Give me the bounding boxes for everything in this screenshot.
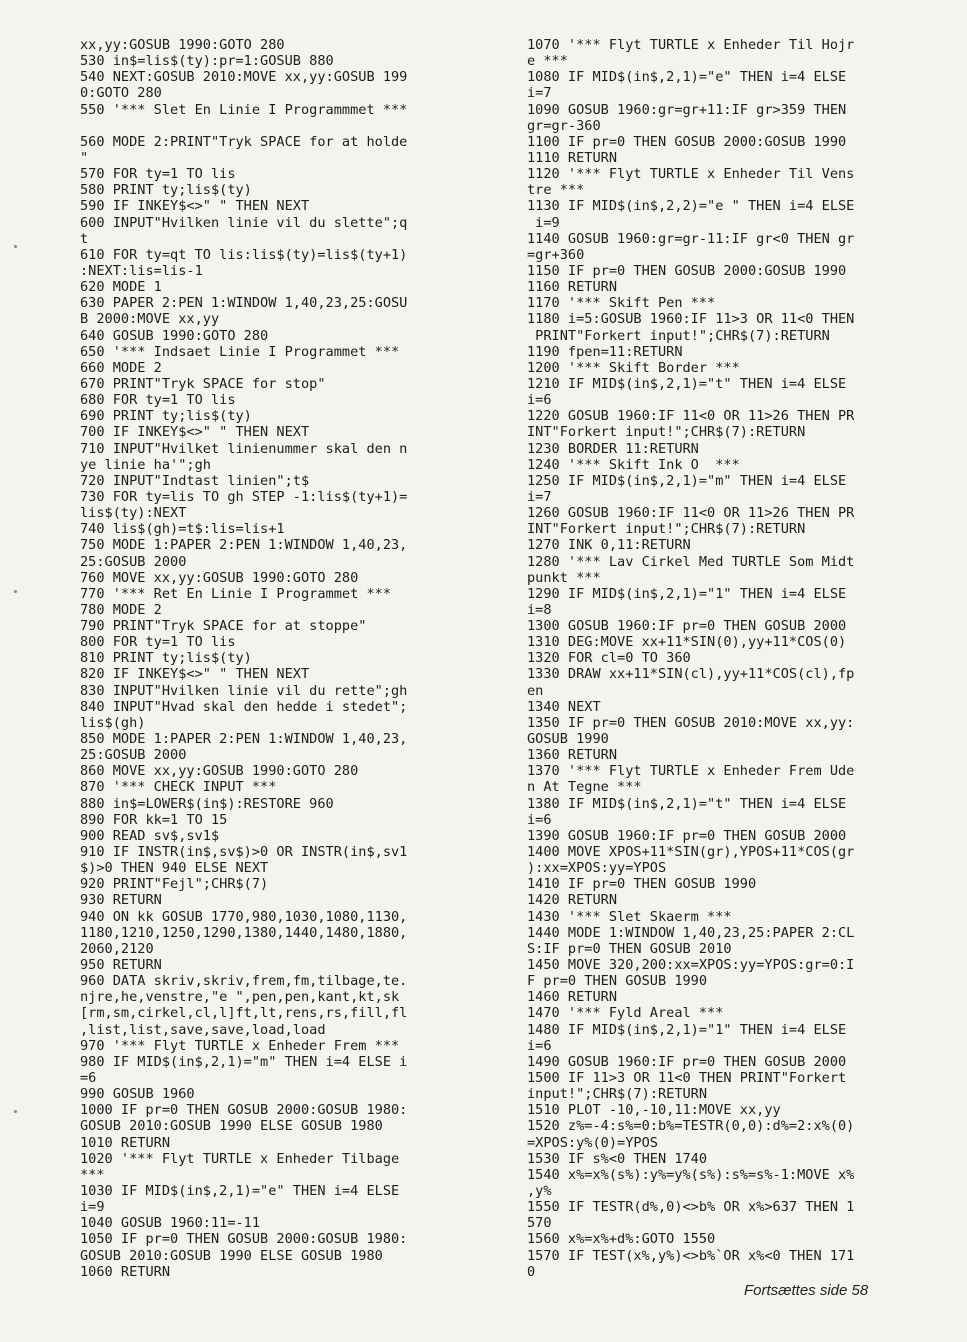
code-line: tre *** <box>527 182 585 199</box>
code-line: 550 '*** Slet En Linie I Programmmet *** <box>80 101 408 118</box>
code-line: 1020 '*** Flyt TURTLE x Enheder Tilbage <box>80 1150 400 1167</box>
code-line: 790 PRINT"Tryk SPACE for at stoppe" <box>80 618 367 635</box>
code-line: 1120 '*** Flyt TURTLE x Enheder Til Vens <box>527 166 855 183</box>
code-line: 1490 GOSUB 1960:IF pr=0 THEN GOSUB 2000 <box>527 1053 847 1070</box>
code-line: 1560 x%=x%+d%:GOTO 1550 <box>527 1231 716 1248</box>
code-line: 850 MODE 1:PAPER 2:PEN 1:WINDOW 1,40,23, <box>80 731 408 748</box>
code-listing-left-column <box>80 37 475 1280</box>
code-line: 1570 IF TEST(x%,y%)<>b%`OR x%<0 THEN 171 <box>527 1247 855 1264</box>
code-line: 1530 IF s%<0 THEN 1740 <box>527 1150 708 1167</box>
code-line: 1500 IF 11>3 OR 11<0 THEN PRINT"Forkert <box>527 1070 847 1086</box>
code-line: 900 READ sv$,sv1$ <box>80 827 220 844</box>
code-line: 1240 '*** Skift Ink O *** <box>527 456 740 473</box>
code-line: 1260 GOSUB 1960:IF 11<0 OR 11>26 THEN PR <box>527 505 855 522</box>
code-line: =XPOS:y%(0)=YPOS <box>527 1134 658 1151</box>
code-line: 1540 x%=x%(s%):y%=y%(s%):s%=s%-1:MOVE x% <box>527 1166 855 1183</box>
code-line <box>80 118 475 134</box>
code-line: ,y% <box>527 1182 552 1199</box>
code-line: t <box>80 230 89 247</box>
code-line: 1280 '*** Lav Cirkel Med TURTLE Som Midt <box>527 553 855 570</box>
code-line: 1050 IF pr=0 THEN GOSUB 2000:GOSUB 1980: <box>80 1231 408 1248</box>
code-listing-right-column <box>527 37 922 1280</box>
code-line: ,list,list,save,save,load,load <box>80 1021 326 1038</box>
code-line: 1110 RETURN <box>527 149 618 166</box>
code-line: 690 PRINT ty;lis$(ty) <box>80 408 252 425</box>
code-line: 1080 IF MID$(in$,2,1)="e" THEN i=4 ELSE <box>527 69 847 86</box>
code-line: i=9 <box>527 214 560 231</box>
code-line: 950 RETURN <box>80 957 162 974</box>
code-line: 1190 fpen=11:RETURN <box>527 343 683 360</box>
binding-mark <box>14 1110 17 1113</box>
code-line: 780 MODE 2 <box>80 601 162 618</box>
code-line: i=8 <box>527 601 552 618</box>
code-line: 1230 BORDER 11:RETURN <box>527 440 699 457</box>
code-line: 1380 IF MID$(in$,2,1)="t" THEN i=4 ELSE <box>527 795 847 812</box>
code-line: GOSUB 2010:GOSUB 1990 ELSE GOSUB 1980 <box>80 1118 383 1135</box>
code-line: 980 IF MID$(in$,2,1)="m" THEN i=4 ELSE i <box>80 1053 408 1070</box>
code-line: 1150 IF pr=0 THEN GOSUB 2000:GOSUB 1990 <box>527 262 847 279</box>
code-line: 880 in$=LOWER$(in$):RESTORE 960 <box>80 795 334 812</box>
code-line: 620 MODE 1 <box>80 279 162 296</box>
code-line: 710 INPUT"Hvilket linienummer skal den n <box>80 440 408 457</box>
code-line: F pr=0 THEN GOSUB 1990 <box>527 973 708 990</box>
code-line: 840 INPUT"Hvad skal den hedde i stedet"; <box>80 698 408 715</box>
code-line: 760 MOVE xx,yy:GOSUB 1990:GOTO 280 <box>80 569 359 586</box>
code-line: 1400 MOVE XPOS+11*SIN(gr),YPOS+11*COS(gr <box>527 844 855 861</box>
code-line: 570 <box>527 1215 552 1232</box>
code-line: 930 RETURN <box>80 892 162 909</box>
code-line: 1180 i=5:GOSUB 1960:IF 11>3 OR 11<0 THEN <box>527 311 855 328</box>
code-line: 1430 '*** Slet Skaerm *** <box>527 908 732 925</box>
code-line: 820 IF INKEY$<>" " THEN NEXT <box>80 666 310 683</box>
code-line: 1290 IF MID$(in$,2,1)="1" THEN i=4 ELSE <box>527 585 847 602</box>
code-line: 1060 RETURN <box>80 1263 171 1280</box>
code-line: 1140 GOSUB 1960:gr=gr-11:IF gr<0 THEN gr <box>527 230 855 247</box>
code-line: =gr+360 <box>527 246 585 263</box>
code-line: 860 MOVE xx,yy:GOSUB 1990:GOTO 280 <box>80 763 359 780</box>
code-line: 1390 GOSUB 1960:IF pr=0 THEN GOSUB 2000 <box>527 827 847 844</box>
code-line: 1200 '*** Skift Border *** <box>527 359 740 376</box>
code-line: 680 FOR ty=1 TO lis <box>80 392 236 409</box>
code-line: 670 PRINT"Tryk SPACE for stop" <box>80 375 326 392</box>
code-line: 1070 '*** Flyt TURTLE x Enheder Til Hojr <box>527 37 855 53</box>
code-line: =6 <box>80 1070 97 1086</box>
code-line: 610 FOR ty=qt TO lis:lis$(ty)=lis$(ty+1) <box>80 246 408 263</box>
code-line: 730 FOR ty=lis TO gh STEP -1:lis$(ty+1)= <box>80 488 408 505</box>
code-line: 570 FOR ty=1 TO lis <box>80 166 236 183</box>
binding-mark <box>14 245 17 248</box>
code-line: 1440 MODE 1:WINDOW 1,40,23,25:PAPER 2:CL <box>527 924 855 941</box>
code-line: 590 IF INKEY$<>" " THEN NEXT <box>80 198 310 215</box>
code-line: 910 IF INSTR(in$,sv$)>0 OR INSTR(in$,sv1 <box>80 844 408 861</box>
code-line: :NEXT:lis=lis-1 <box>80 262 203 279</box>
code-line: 940 ON kk GOSUB 1770,980,1030,1080,1130, <box>80 908 408 925</box>
code-line: 0:GOTO 280 <box>80 85 162 102</box>
code-line: 660 MODE 2 <box>80 359 162 376</box>
code-line: 1550 IF TESTR(d%,0)<>b% OR x%>637 THEN 1 <box>527 1199 855 1216</box>
code-line: *** <box>80 1166 105 1183</box>
code-line: i=7 <box>527 488 552 505</box>
code-line: 1520 z%=-4:s%=0:b%=TESTR(0,0):d%=2:x%(0) <box>527 1118 855 1135</box>
code-line: 0 <box>527 1263 536 1280</box>
code-line: 740 lis$(gh)=t$:lis=lis+1 <box>80 521 285 538</box>
code-line: 25:GOSUB 2000 <box>80 747 187 764</box>
code-line: PRINT"Forkert input!";CHR$(7):RETURN <box>527 327 830 344</box>
code-line: 1360 RETURN <box>527 747 618 764</box>
code-line: 920 PRINT"Fejl";CHR$(7) <box>80 876 269 893</box>
code-line: $)>0 THEN 940 ELSE NEXT <box>80 860 269 877</box>
code-line: 1330 DRAW xx+11*SIN(cl),yy+11*COS(cl),fp <box>527 666 855 683</box>
code-line: 1270 INK 0,11:RETURN <box>527 537 691 554</box>
code-line: 540 NEXT:GOSUB 2010:MOVE xx,yy:GOSUB 199 <box>80 69 408 86</box>
code-line: INT"Forkert input!";CHR$(7):RETURN <box>527 424 806 441</box>
continued-note: Fortsættes side 58 <box>744 1282 869 1299</box>
code-line: 2060,2120 <box>80 940 154 957</box>
code-line: i=6 <box>527 811 552 828</box>
code-line: 1320 FOR cl=0 TO 360 <box>527 650 691 667</box>
code-line: gr=gr-360 <box>527 117 601 134</box>
code-line: 560 MODE 2:PRINT"Tryk SPACE for at holde <box>80 133 408 150</box>
code-line: 1350 IF pr=0 THEN GOSUB 2010:MOVE xx,yy: <box>527 714 855 731</box>
code-line: 1130 IF MID$(in$,2,2)="e " THEN i=4 ELSE <box>527 198 855 215</box>
code-line: 770 '*** Ret En Linie I Programmet *** <box>80 585 391 602</box>
code-line: 1480 IF MID$(in$,2,1)="1" THEN i=4 ELSE <box>527 1021 847 1038</box>
code-line: 870 '*** CHECK INPUT *** <box>80 779 277 796</box>
code-line: i=6 <box>527 1037 552 1054</box>
code-line: 750 MODE 1:PAPER 2:PEN 1:WINDOW 1,40,23, <box>80 537 408 554</box>
code-line: 700 IF INKEY$<>" " THEN NEXT <box>80 424 310 441</box>
code-line: 990 GOSUB 1960 <box>80 1086 195 1103</box>
code-line: 1170 '*** Skift Pen *** <box>527 295 716 312</box>
code-line: 1210 IF MID$(in$,2,1)="t" THEN i=4 ELSE <box>527 375 847 392</box>
code-line: 1160 RETURN <box>527 279 618 296</box>
code-line: en <box>527 682 544 699</box>
code-line: 1310 DEG:MOVE xx+11*SIN(0),yy+11*COS(0) <box>527 634 847 651</box>
code-line: INT"Forkert input!";CHR$(7):RETURN <box>527 521 806 538</box>
code-line: 1000 IF pr=0 THEN GOSUB 2000:GOSUB 1980: <box>80 1102 408 1119</box>
code-line: 1370 '*** Flyt TURTLE x Enheder Frem Ude <box>527 763 855 780</box>
code-line: GOSUB 1990 <box>527 731 609 748</box>
code-line: GOSUB 2010:GOSUB 1990 ELSE GOSUB 1980 <box>80 1247 383 1264</box>
code-line: 650 '*** Indsaet Linie I Programmet *** <box>80 343 400 360</box>
code-line: 630 PAPER 2:PEN 1:WINDOW 1,40,23,25:GOSU <box>80 295 408 312</box>
code-line: lis$(gh) <box>80 714 146 731</box>
code-line: 1180,1210,1250,1290,1380,1440,1480,1880, <box>80 924 408 941</box>
code-line: 1040 GOSUB 1960:11=-11 <box>80 1215 261 1232</box>
code-line: 960 DATA skriv,skriv,frem,fm,tilbage,te. <box>80 973 408 990</box>
code-line: 1250 IF MID$(in$,2,1)="m" THEN i=4 ELSE <box>527 472 847 489</box>
code-line: xx,yy:GOSUB 1990:GOTO 280 <box>80 37 285 53</box>
binding-mark <box>14 590 17 593</box>
code-line: [rm,sm,cirkel,cl,l]ft,lt,rens,rs,fill,fl <box>80 1005 408 1022</box>
code-line: 800 FOR ty=1 TO lis <box>80 634 236 651</box>
code-line: 600 INPUT"Hvilken linie vil du slette";q <box>80 214 408 231</box>
code-line: 1340 NEXT <box>527 698 601 715</box>
code-line: 1010 RETURN <box>80 1134 171 1151</box>
code-line: 1410 IF pr=0 THEN GOSUB 1990 <box>527 876 757 893</box>
code-line: 720 INPUT"Indtast linien";t$ <box>80 472 310 489</box>
code-line: 1460 RETURN <box>527 989 618 1006</box>
code-line: 890 FOR kk=1 TO 15 <box>80 811 228 828</box>
code-line: 640 GOSUB 1990:GOTO 280 <box>80 327 269 344</box>
code-line: 1220 GOSUB 1960:IF 11<0 OR 11>26 THEN PR <box>527 408 855 425</box>
code-line: ):xx=XPOS:yy=YPOS <box>527 860 667 877</box>
code-line: i=6 <box>527 392 552 409</box>
code-line: ye linie ha'";gh <box>80 456 211 473</box>
code-line: punkt *** <box>527 569 601 586</box>
code-line: lis$(ty):NEXT <box>80 505 187 522</box>
code-line: i=7 <box>527 85 552 102</box>
code-line: 530 in$=lis$(ty):pr=1:GOSUB 880 <box>80 53 334 70</box>
code-line: 580 PRINT ty;lis$(ty) <box>80 182 252 199</box>
code-line: n At Tegne *** <box>527 779 642 796</box>
code-line: 1470 '*** Fyld Areal *** <box>527 1005 724 1022</box>
code-line: 830 INPUT"Hvilken linie vil du rette";gh <box>80 682 408 699</box>
code-line: 1090 GOSUB 1960:gr=gr+11:IF gr>359 THEN <box>527 101 847 118</box>
code-line: 1030 IF MID$(in$,2,1)="e" THEN i=4 ELSE <box>80 1182 400 1199</box>
code-line: 810 PRINT ty;lis$(ty) <box>80 650 252 667</box>
code-line: 1100 IF pr=0 THEN GOSUB 2000:GOSUB 1990 <box>527 133 847 150</box>
code-line: 970 '*** Flyt TURTLE x Enheder Frem *** <box>80 1037 400 1054</box>
code-line: B 2000:MOVE xx,yy <box>80 311 220 328</box>
code-line: 25:GOSUB 2000 <box>80 553 187 570</box>
code-line: njre,he,venstre,"e ",pen,pen,kant,kt,sk <box>80 989 400 1006</box>
code-line: 1420 RETURN <box>527 892 618 909</box>
code-line: 1510 PLOT -10,-10,11:MOVE xx,yy <box>527 1102 781 1119</box>
code-line: e *** <box>527 53 568 70</box>
code-line: input!";CHR$(7):RETURN <box>527 1086 708 1103</box>
code-line: 1300 GOSUB 1960:IF pr=0 THEN GOSUB 2000 <box>527 618 847 635</box>
code-line: S:IF pr=0 THEN GOSUB 2010 <box>527 940 732 957</box>
code-line: i=9 <box>80 1199 105 1216</box>
code-line: 1450 MOVE 320,200:xx=XPOS:yy=YPOS:gr=0:I <box>527 957 855 974</box>
code-line: " <box>80 149 89 166</box>
